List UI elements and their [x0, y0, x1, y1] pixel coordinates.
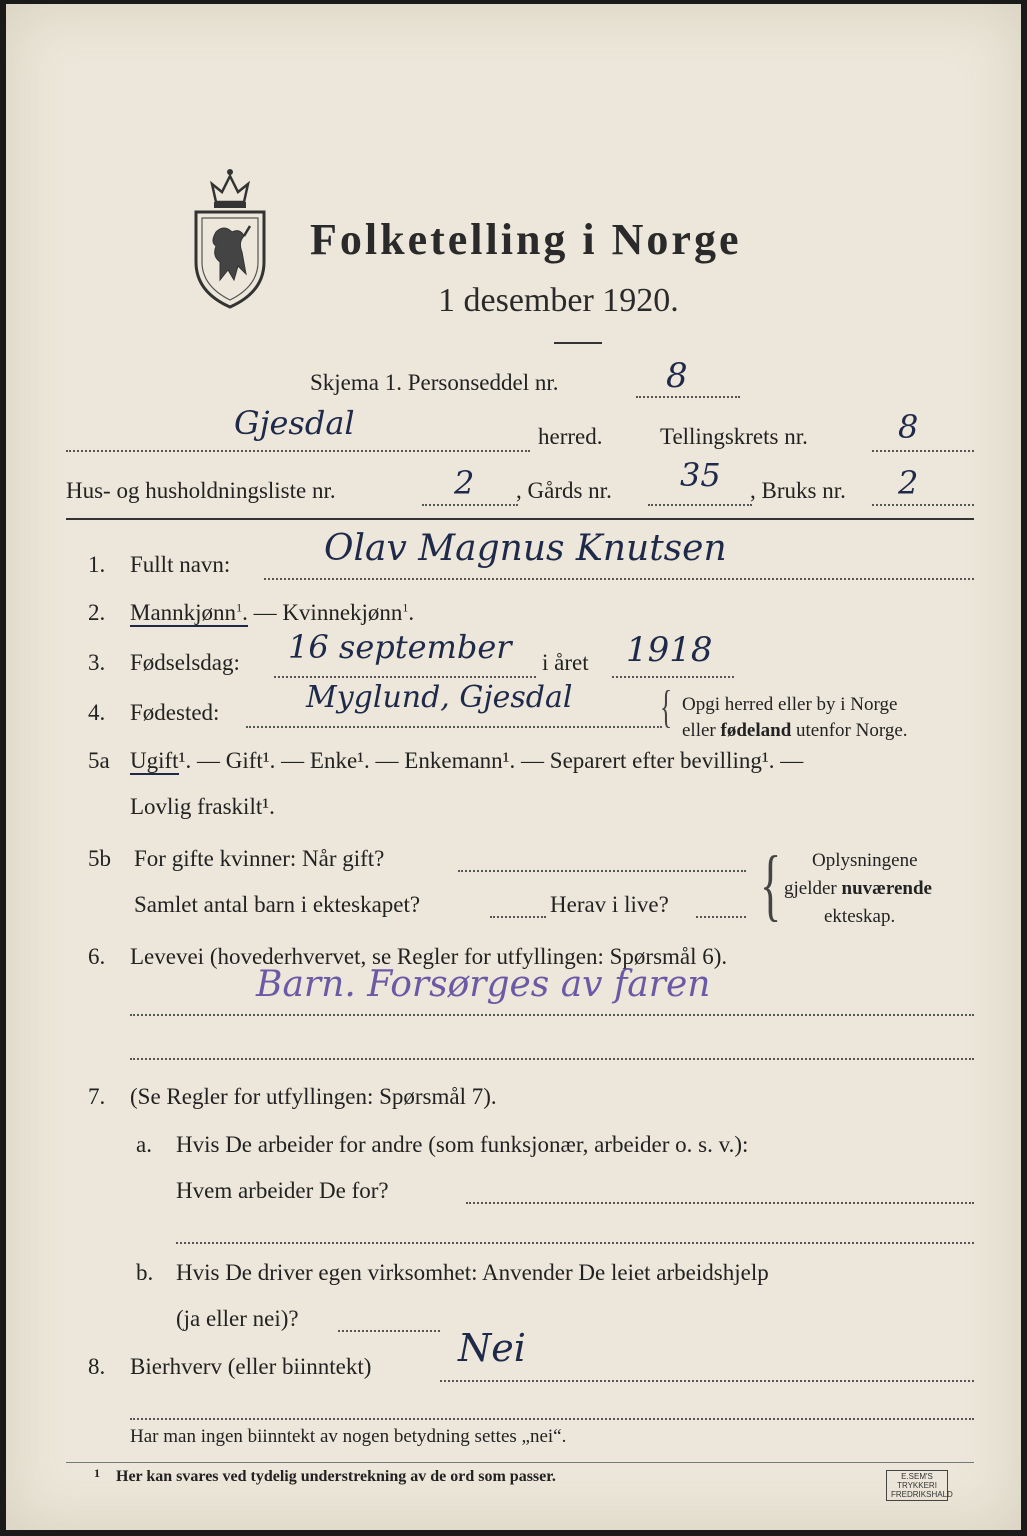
- q5b-line2b: Herav i live?: [550, 892, 669, 917]
- q5a-number: 5a: [88, 748, 110, 773]
- q5b-number: 5b: [88, 846, 111, 871]
- q1-number: 1.: [88, 552, 106, 577]
- q8-field-line-2[interactable]: [130, 1418, 974, 1420]
- schema-label: Skjema 1. Personseddel nr.: [310, 370, 559, 395]
- footnote-number: 1: [94, 1466, 100, 1480]
- q8-label: Bierhverv (eller biinntekt): [130, 1354, 372, 1379]
- bruks-value[interactable]: 2: [898, 464, 919, 502]
- children-alive-field-line[interactable]: [696, 916, 746, 918]
- bruks-field-line: [872, 504, 974, 506]
- census-date: 1 desember 1920.: [438, 282, 679, 319]
- q1-field-line: [264, 578, 974, 580]
- q7-label: (Se Regler for utfyllingen: Spørsmål 7).: [130, 1084, 497, 1109]
- footnote-text: Her kan svares ved tydelig understrekning av de ord som passer.: [116, 1468, 556, 1485]
- q7a-line2: Hvem arbeider De for?: [176, 1178, 389, 1203]
- q2-number: 2.: [88, 600, 106, 625]
- form-title: Folketelling i Norge: [310, 215, 742, 264]
- q5b-brace: {: [760, 841, 782, 929]
- q5a-line2[interactable]: Lovlig fraskilt¹.: [130, 794, 275, 819]
- q6-number: 6.: [88, 944, 106, 969]
- printer-stamp: E.SEM'S TRYKKERI FREDRIKSHALD: [886, 1470, 948, 1501]
- q6-field-line-1: [130, 1014, 974, 1016]
- herred-label: herred.: [538, 424, 603, 449]
- full-name-value[interactable]: Olav Magnus Knutsen: [324, 528, 727, 569]
- employer-field-line-1[interactable]: [466, 1202, 974, 1204]
- hired-help-field-line[interactable]: [338, 1330, 440, 1332]
- q4-label: Fødested:: [130, 700, 220, 725]
- husholdningsliste-label: Hus- og husholdningsliste nr.: [66, 478, 336, 503]
- footer-divider: [66, 1462, 974, 1463]
- herred-value[interactable]: Gjesdal: [234, 404, 355, 442]
- q7a-line1: Hvis De arbeider for andre (som funksjonær, arbeider o. s. v.):: [176, 1132, 749, 1157]
- coat-of-arms-icon: [186, 162, 274, 312]
- ugift-option[interactable]: Ugift: [130, 748, 179, 773]
- husholdningsliste-field-line: [422, 504, 518, 506]
- q4-field-line: [246, 726, 662, 728]
- q6-field-line-2[interactable]: [130, 1058, 974, 1060]
- tellingskrets-field-line: [872, 450, 974, 452]
- husholdningsliste-value[interactable]: 2: [454, 464, 475, 502]
- q4-note-2: eller fødeland utenfor Norge.: [682, 720, 908, 741]
- header-divider: [66, 518, 974, 520]
- tellingskrets-value[interactable]: 8: [898, 408, 919, 446]
- q3-field-line: [274, 676, 536, 678]
- personseddel-nr-value[interactable]: 8: [666, 356, 688, 396]
- census-form: [6, 4, 1021, 1530]
- bruks-label: , Bruks nr.: [750, 478, 846, 503]
- q3-number: 3.: [88, 650, 106, 675]
- q8-field-line: [440, 1380, 974, 1382]
- footer-note: Har man ingen biinntekt av nogen betydning settes „nei“.: [130, 1426, 567, 1447]
- q7b-line2: (ja eller nei)?: [176, 1306, 299, 1331]
- q5b-line2a: Samlet antal barn i ekteskapet?: [134, 892, 421, 917]
- q5b-note-1: Oplysningene: [812, 850, 918, 871]
- q5b-line1: For gifte kvinner: Når gift?: [134, 846, 385, 871]
- q3-year-label: i året: [542, 650, 589, 675]
- q1-label: Fullt navn:: [130, 552, 231, 577]
- gards-label: , Gårds nr.: [516, 478, 612, 503]
- q5a-options: Ugift¹. — Gift¹. — Enke¹. — Enkemann¹. — Separert efter bevilling¹. —: [130, 748, 804, 773]
- birthday-value[interactable]: 16 september: [288, 628, 512, 666]
- birth-year-value[interactable]: 1918: [626, 630, 713, 670]
- birthplace-value[interactable]: Myglund, Gjesdal: [306, 680, 573, 715]
- q5b-note-2: gjelder nuværende: [784, 878, 932, 899]
- q2-options: Mannkjønn$^1$. — Kvinnekjønn$^1$.: [130, 600, 415, 625]
- herred-field-line: [66, 450, 530, 452]
- gards-value[interactable]: 35: [680, 456, 721, 494]
- q7a-number: a.: [136, 1132, 152, 1157]
- q7b-line1: Hvis De driver egen virksomhet: Anvender De leiet arbeidshjelp: [176, 1260, 769, 1285]
- q7b-number: b.: [136, 1260, 154, 1285]
- female-option[interactable]: Kvinnekjønn$^1$.: [282, 600, 415, 625]
- q3-year-field-line: [612, 676, 734, 678]
- q8-number: 8.: [88, 1354, 106, 1379]
- occupation-value[interactable]: Barn. Forsørges av faren: [256, 964, 711, 1005]
- male-option[interactable]: Mannkjønn$^1$.: [130, 600, 248, 625]
- q4-brace: {: [660, 681, 673, 732]
- gards-field-line: [648, 504, 752, 506]
- children-count-field-line[interactable]: [490, 916, 546, 918]
- q6-label: Levevei (hovederhvervet, se Regler for utfyllingen: Spørsmål 6).: [130, 944, 728, 969]
- personseddel-field-line: [636, 396, 740, 398]
- q7-number: 7.: [88, 1084, 106, 1109]
- q3-label: Fødselsdag:: [130, 650, 240, 675]
- title-divider: [554, 342, 602, 344]
- side-income-value[interactable]: Nei: [458, 1326, 526, 1370]
- married-when-field-line[interactable]: [458, 870, 746, 872]
- employer-field-line-2[interactable]: [176, 1242, 974, 1244]
- q4-note-1: Opgi herred eller by i Norge: [682, 694, 898, 715]
- tellingskrets-label: Tellingskrets nr.: [660, 424, 808, 449]
- q5b-note-3: ekteskap.: [824, 906, 896, 927]
- q4-number: 4.: [88, 700, 106, 725]
